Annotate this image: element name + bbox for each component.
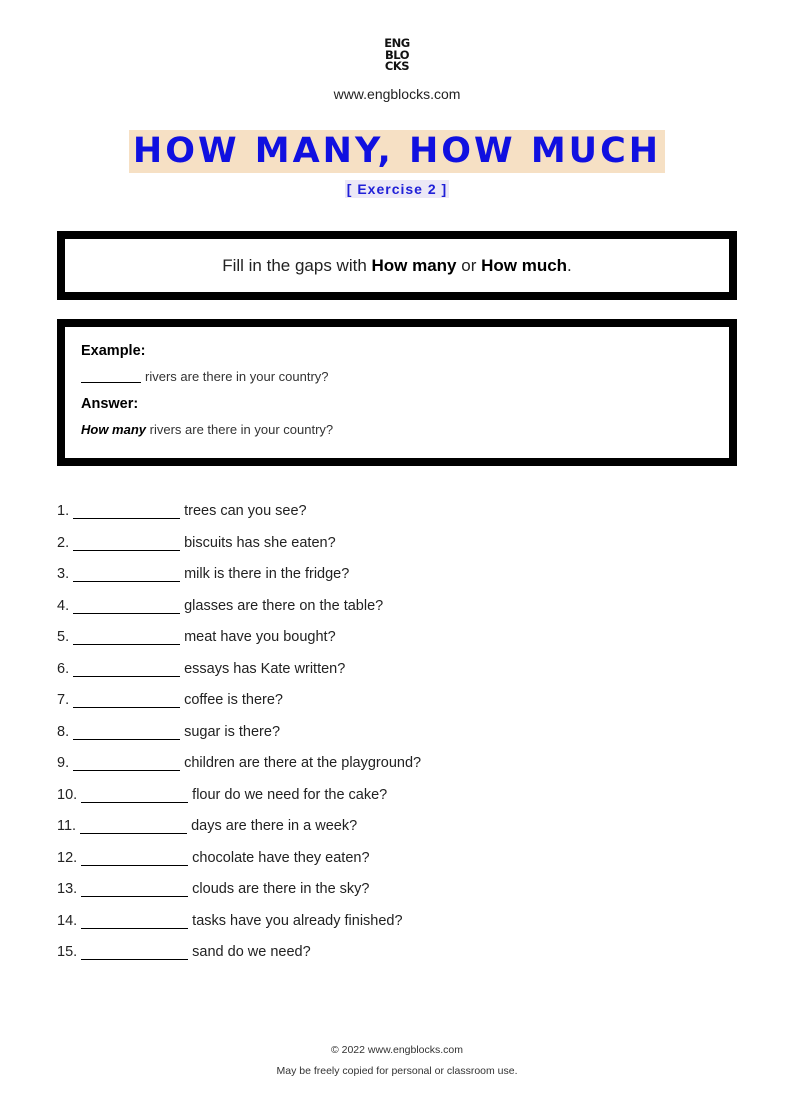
example-answer-text: rivers are there in your country? [146, 422, 334, 437]
question-text: flour do we need for the cake? [192, 786, 388, 803]
question-text: sugar is there? [184, 723, 281, 740]
question-item [57, 503, 737, 535]
question-item [57, 881, 737, 913]
question-number: 11. [57, 818, 77, 834]
question-number: 8. [57, 723, 70, 740]
page-title: HOW MANY, HOW MUCH [129, 130, 665, 173]
question-text: chocolate have they eaten? [192, 849, 370, 866]
question-item [57, 850, 737, 882]
example-label: Example: [81, 343, 146, 359]
answer-blank[interactable] [81, 914, 188, 929]
question-text: biscuits has she eaten? [184, 534, 336, 551]
answer-blank[interactable] [80, 819, 187, 834]
question-text: sand do we need? [192, 944, 311, 960]
answer-label: Answer: [81, 396, 139, 412]
footer-license: May be freely copied for personal or classroom use. [276, 1065, 518, 1077]
question-number: 7. [57, 692, 70, 708]
answer-blank[interactable] [73, 599, 180, 614]
instruction-term-many: How many [371, 256, 457, 275]
question-text: milk is there in the fridge? [184, 566, 350, 582]
question-item [57, 661, 737, 693]
answer-blank[interactable] [81, 882, 188, 897]
footer-copyright: © 2022 www.engblocks.com [330, 1044, 464, 1056]
example-blank [81, 382, 141, 383]
question-item [57, 629, 737, 661]
question-item [57, 944, 737, 976]
answer-blank[interactable] [73, 662, 180, 677]
logo-line: BLO [385, 47, 409, 62]
example-answer [81, 422, 729, 437]
question-number: 13. [57, 881, 78, 897]
question-item [57, 598, 737, 630]
question-item [57, 724, 737, 756]
example-question-text: rivers are there in your country? [145, 369, 329, 384]
answer-blank[interactable] [81, 945, 188, 960]
instruction-prefix: Fill in the gaps with [222, 256, 372, 275]
question-number: 3. [57, 566, 70, 582]
question-list [57, 503, 737, 976]
example-answer-bold: How many [81, 422, 147, 437]
answer-blank[interactable] [73, 567, 180, 582]
answer-blank[interactable] [73, 630, 180, 645]
example-box [57, 319, 737, 466]
question-item [57, 913, 737, 945]
answer-blank[interactable] [73, 504, 180, 519]
question-text: coffee is there? [184, 692, 283, 708]
question-number: 10. [57, 786, 78, 803]
instruction-term-much: How much [481, 256, 568, 275]
question-number: 1. [57, 503, 70, 519]
question-text: clouds are there in the sky? [192, 881, 370, 897]
site-url: www.engblocks.com [333, 86, 461, 102]
instruction-middle: or [456, 256, 482, 275]
question-item [57, 566, 737, 598]
question-text: glasses are there on the table? [184, 597, 384, 614]
answer-blank[interactable] [73, 725, 180, 740]
question-text: trees can you see? [184, 503, 307, 519]
question-number: 4. [57, 597, 70, 614]
exercise-subtitle: [ Exercise 2 ] [346, 181, 448, 197]
question-item [57, 692, 737, 724]
question-number: 6. [57, 660, 70, 677]
engblocks-logo [0, 38, 794, 73]
question-text: essays has Kate written? [184, 660, 346, 677]
question-item [57, 787, 737, 819]
question-number: 14. [57, 912, 78, 929]
question-text: children are there at the playground? [184, 755, 422, 771]
logo-line: CKS [384, 59, 410, 73]
question-number: 5. [57, 629, 70, 645]
answer-blank[interactable] [73, 536, 180, 551]
question-number: 15. [57, 944, 78, 960]
question-number: 2. [57, 534, 70, 551]
question-number: 9. [57, 755, 70, 771]
logo-line: ENG [384, 36, 410, 50]
question-item [57, 755, 737, 787]
instruction-box [57, 231, 737, 300]
answer-blank[interactable] [81, 788, 188, 803]
answer-blank[interactable] [81, 851, 188, 866]
question-text: days are there in a week? [191, 818, 358, 834]
answer-blank[interactable] [73, 756, 180, 771]
question-item [57, 535, 737, 567]
instruction-suffix: . [567, 256, 572, 275]
question-number: 12. [57, 849, 78, 866]
answer-blank[interactable] [73, 693, 180, 708]
question-item [57, 818, 737, 850]
question-text: meat have you bought? [184, 629, 336, 645]
example-question [81, 369, 729, 384]
question-text: tasks have you already finished? [192, 912, 403, 929]
